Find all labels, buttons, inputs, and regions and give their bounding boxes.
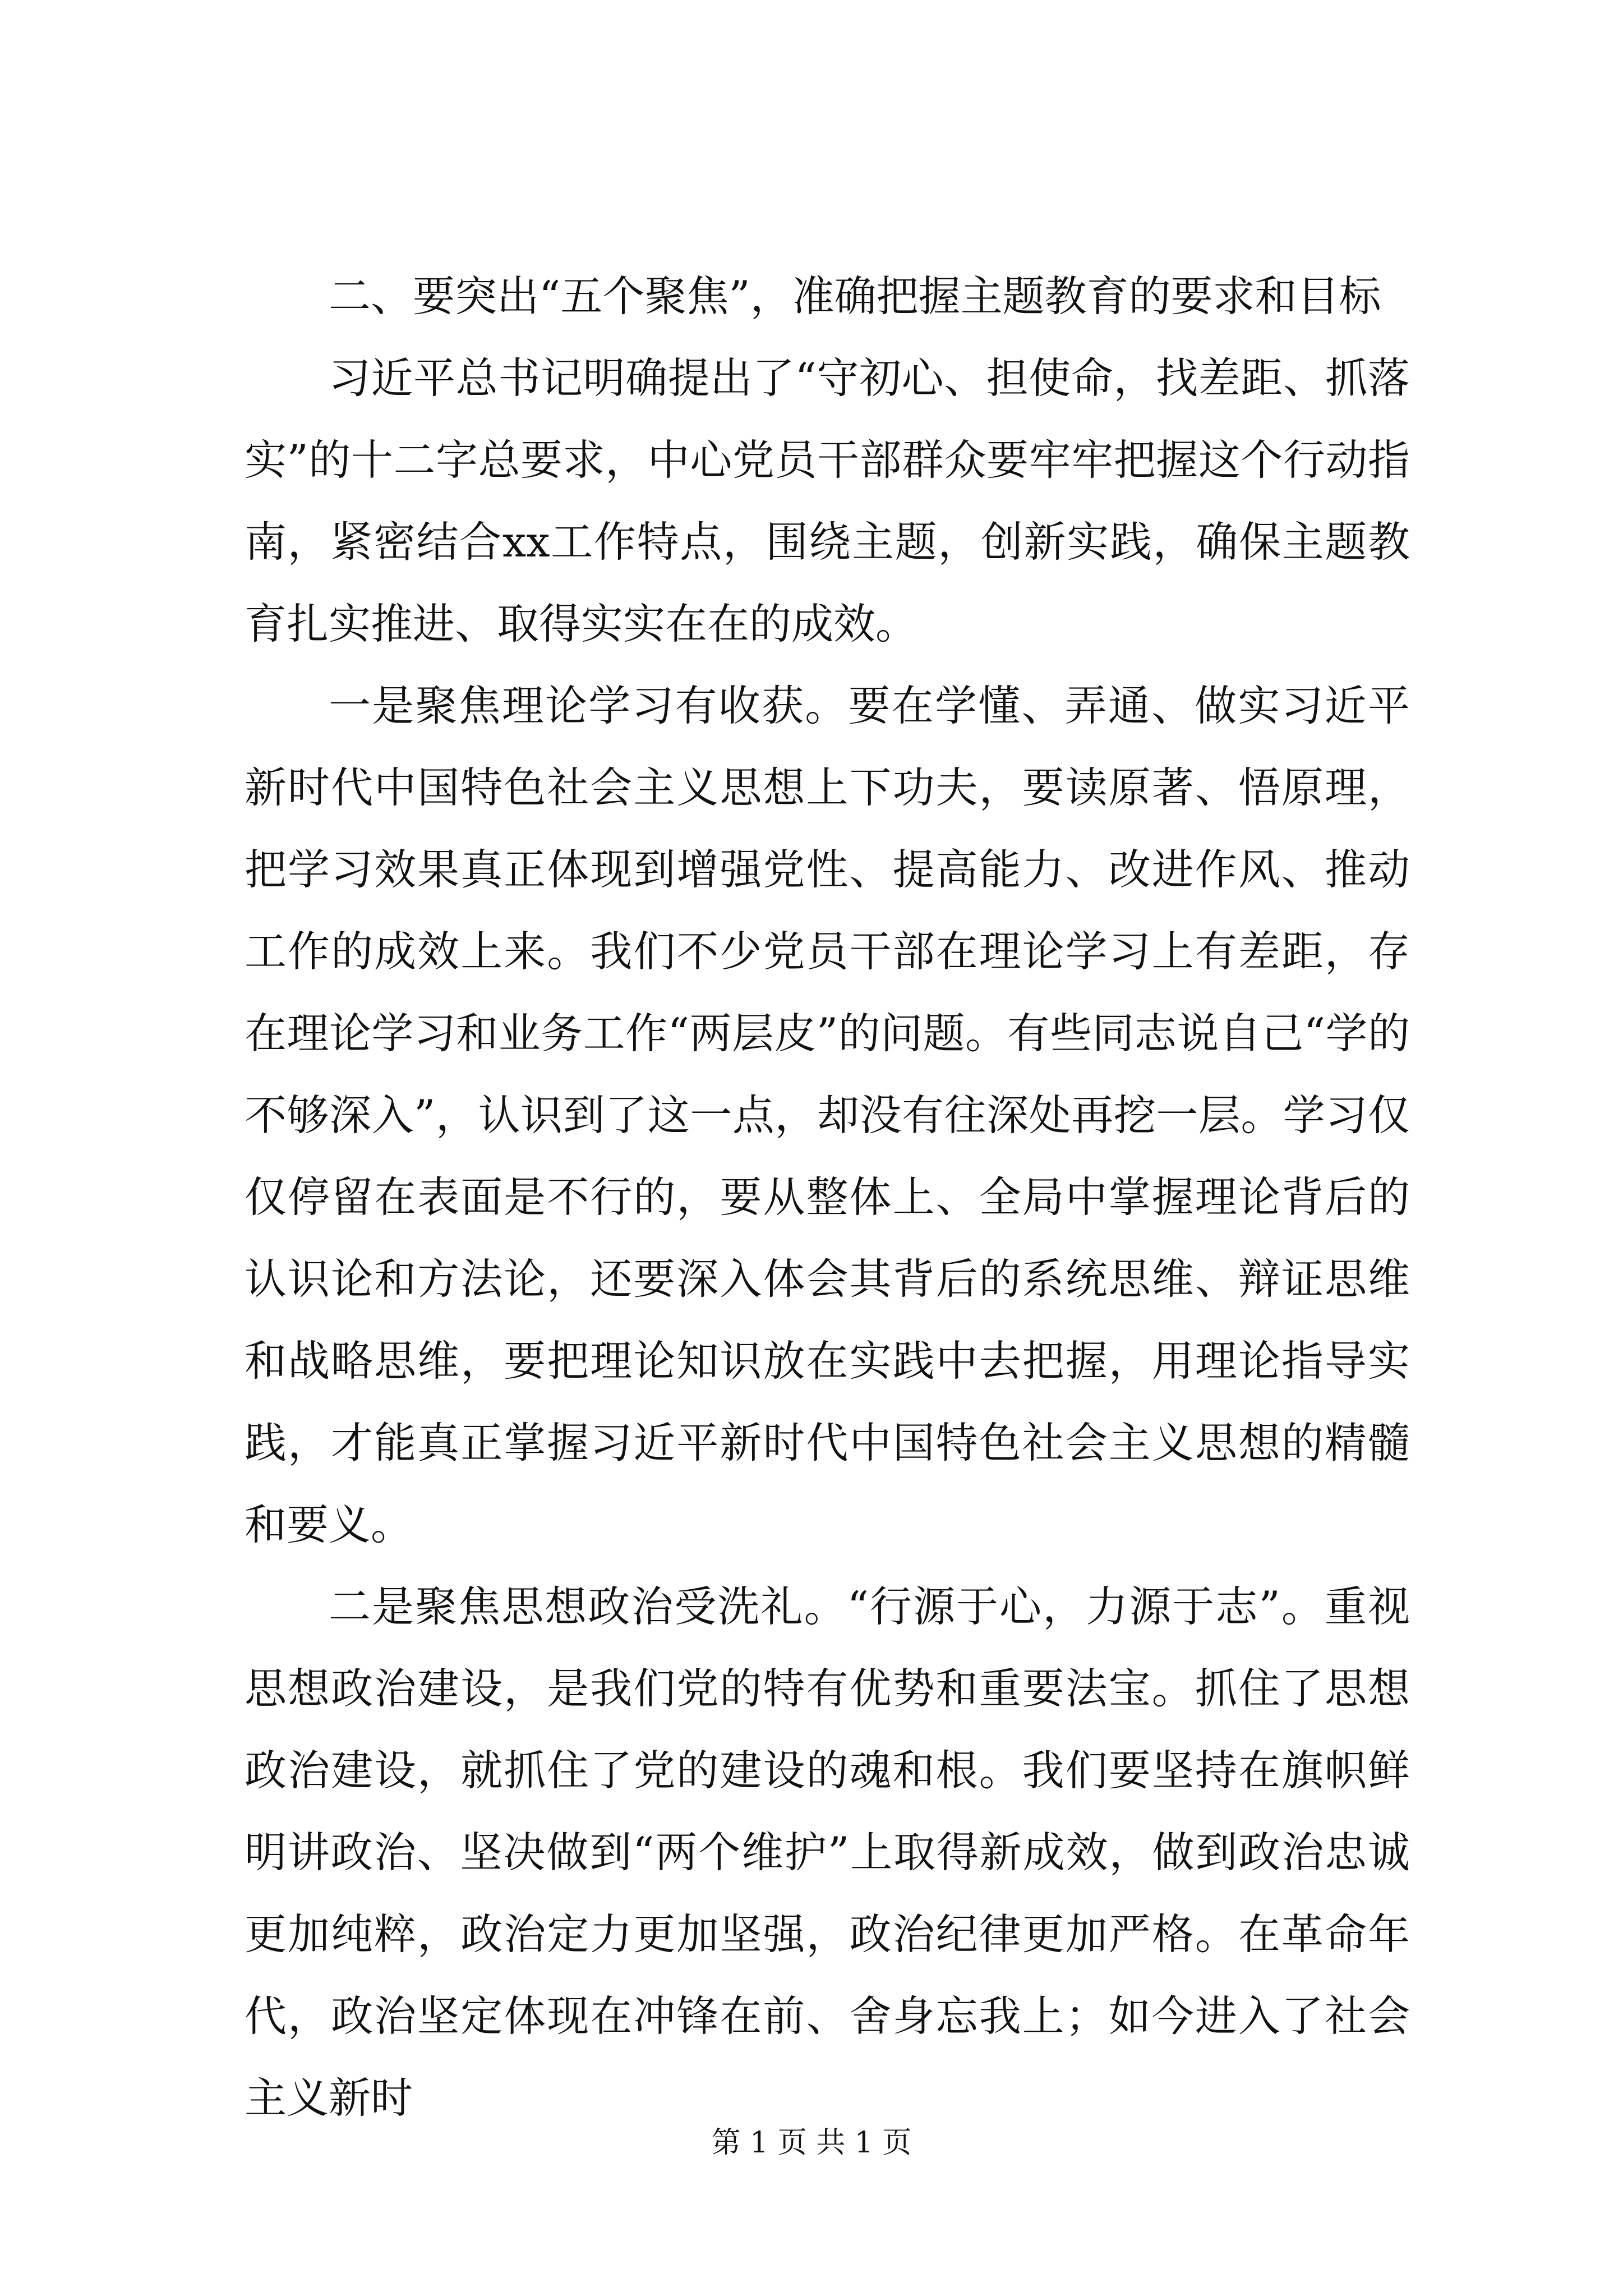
section-heading: 二、要突出“五个聚焦”，准确把握主题教育的要求和目标 xyxy=(329,272,1381,321)
paragraph-theory-study: 一是聚焦理论学习有收获。要在学懂、弄通、做实习近平新时代中国特色社会主义思想上下功夫，要读原著、悟原理，把学习效果真正体现到增强党性、提高能力、改进作风、推动工作的成效上来。我们不少党员干部在理论学习上有差距，存在理论学习和业务工作“两层皮”的问题。有些同志说自己“学的不够深入”，认识到了这一点，却没有往深处再挖一层。学习仅仅停留在表面是不行的，要从整体上、全局中掌握理论背后的认识论和方法论，还要深入体会其背后的系统思维、辩证思维和战略思维，要把理论知识放在实践中去把握，用理论指导实践，才能真正掌握习近平新时代中国特色社会主义思想的精髓和要义。 xyxy=(245,681,1410,1549)
page-number-footer: 第 1 页 共 1 页 xyxy=(711,2126,912,2160)
document-body xyxy=(245,255,1410,2139)
paragraph-political-thought: 二是聚焦思想政治受洗礼。“行源于心，力源于志”。重视思想政治建设，是我们党的特有优势和重要法宝。抓住了思想政治建设，就抓住了党的建设的魂和根。我们要坚持在旗帜鲜明讲政治、坚决做到“两个维护”上取得新成效，做到政治忠诚更加纯粹，政治定力更加坚强，政治纪律更加严格。在革命年代，政治坚定体现在冲锋在前、舍身忘我上；如今进入了社会主义新时 xyxy=(245,1582,1410,2123)
paragraph-intro: 习近平总书记明确提出了“守初心、担使命，找差距、抓落实”的十二字总要求，中心党员干部群众要牢牢把握这个行动指南，紧密结合xx工作特点，围绕主题，创新实践，确保主题教育扎实推进、取得实实在在的成效。 xyxy=(245,353,1410,648)
